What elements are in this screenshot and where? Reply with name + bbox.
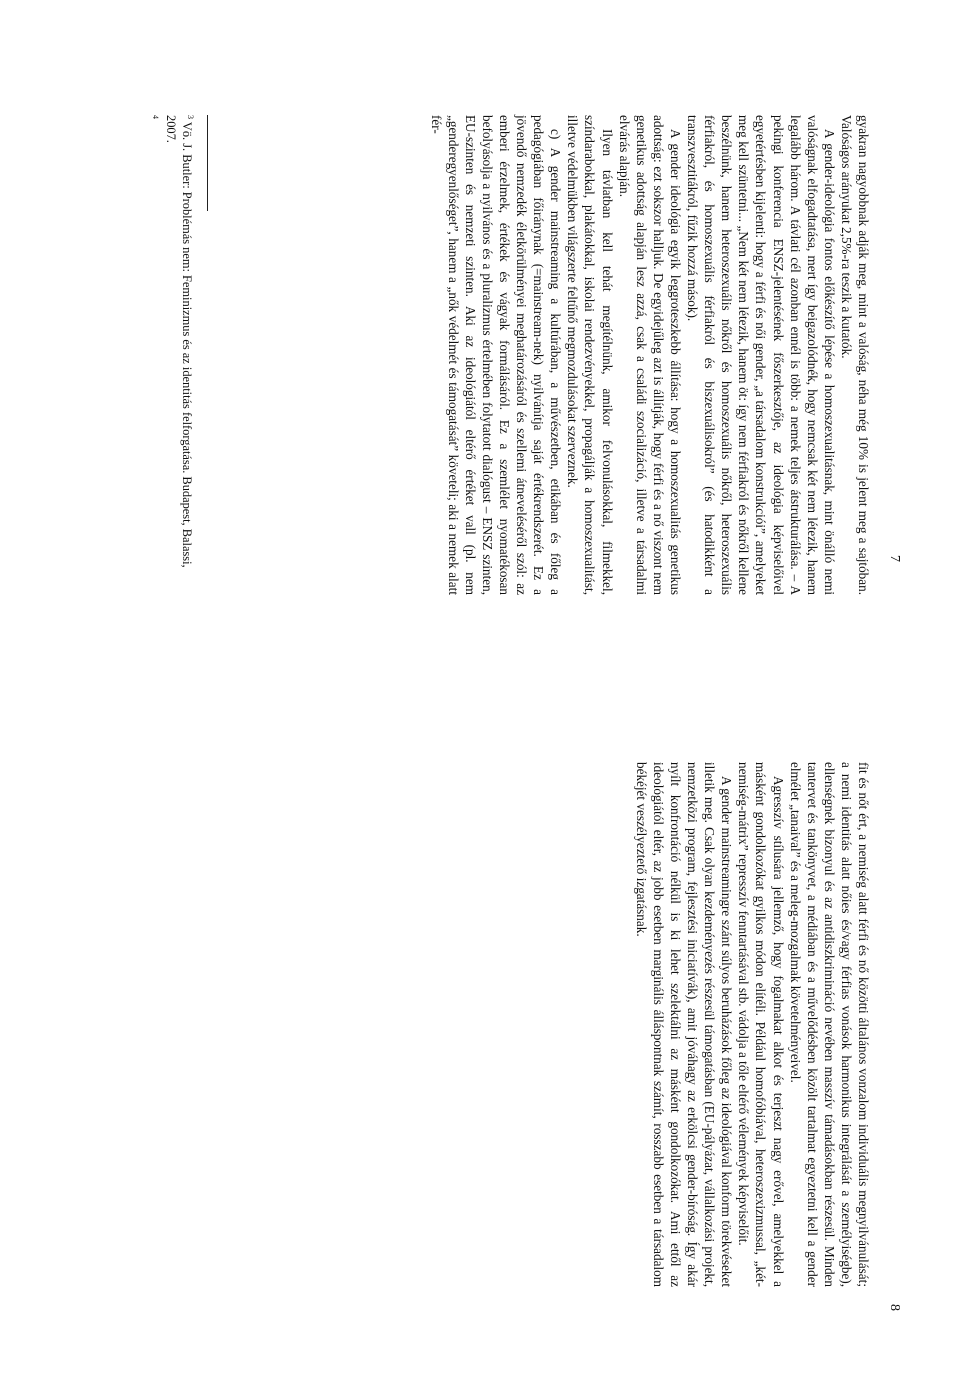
body-text	[633, 762, 872, 1287]
body-text	[428, 115, 872, 595]
footnote-mark: 3	[186, 115, 195, 119]
paragraph: A gender-ideológia fontos előkészítő lépése a homoszexualitásnak, mint önálló nemi valóságnak elfogadtatása, mert így beigazolódnék, hogy nemcsak két nem létezik, hanem legalább három. A távlati cél azonban ennél is több: a nemek teljes átstrukturálása. – A pekingi konferencia ENSZ-jelentésének főszerkesztője, az ideológia képviselőivel egyetértésben kijelenti: hogy a férfi és női gender, „a társadalom konstrukciói”, amelyeket meg kell szüntetni... „Nem két nem létezik, hanem öt: így nem férfiakról és nőkről kellene beszélnünk, hanem heteroszexuális nőkről és homoszexuális nőkről, heteroszexuális férfiakról, és homoszexuális férfiakról és biszexuálisokról” (és hatodikként a transzvesztitákról, fűzik hozzá mások).	[685, 115, 837, 595]
paragraph: c) A gender mainstreaming a kultúrában, a művészetben, etikában és főleg a pedagógiában főiránynak (=mainstream-nek) nyilvánítja saját értékrendszerét. Ez a jövendő nemzedék életkörülményei meghatározásáról és szellemi átneveléséről szól: az emberi érzelmek, értékek és vágyak formálásáról. Ez a szemlélet nyomatékosan befolyásolja a nyilvános és a pluralizmus értelmében folytatott dialógust – ENSZ szinten, EU-szinten és nemzeti szinten. Aki az ideológiától eltérő értéket vall (pl. nem „genderegyenlőséget”, hanem a „nők védelmét és támogatását” követeli; aki a nemek alatt fér-	[428, 115, 564, 595]
paragraph: Agresszív stílusára jellemző, hogy fogalmakat alkot és terjeszt nagy erővel, amelyekkel a másként gondolkozókat gyilkos módon elítéli. Például homofóbiával, heteroszexizmussal, „két-nemiség-mátrix” represszív fenntartásával stb. vádolja a tőle eltérő vélemények képviselőit.	[736, 762, 786, 1287]
footnote	[163, 115, 198, 595]
paragraph: A gender mainstreamingre szánt súlyos beruházások főleg az ideológiával konform törekvéseket illetik meg. Csak olyan kezdeményezés részesül támogatásban (EU-pályázat, vállalkozási projekt, nemzetközi program, fejlesztési iniciatívák), amit jóváhagy az erkölcsi gender-bíróság. Így akár nyílt konfrontáció nélkül is ki lehet szelektálni az másként gondolkozókat. Ami ettől az ideológiától eltér, az jobb esetben marginális álláspontnak számít, rosszabb esetben a társadalom békéjét veszélyeztető izgatásnak.	[633, 762, 735, 1287]
footnote-divider	[207, 115, 208, 211]
footnotes	[144, 115, 198, 595]
page-number: 8	[887, 1304, 902, 1311]
footnote-text: Vö. J. Butler: Problémás nem: Feminizmus és az identitás felforgatása. Budapest, Balassi, 2007.	[163, 115, 194, 568]
paragraph: Ilyen távlatban kell tehát megítélnünk, amikor felvonulásokkal, filmekkel, színdarabokkal, plakátokkal, iskolai rendezvényekkel, propagálják a homoszexualitást, illetve védelmükben világszerte feltűnő megmozdulásokat szerveznek.	[565, 115, 615, 595]
footnote	[144, 115, 163, 595]
page-right	[0, 692, 960, 1384]
footnote-mark: 4	[150, 115, 160, 119]
page-number: 7	[887, 555, 902, 562]
paragraph: gyakran nagyobbnak adják meg, mint a valóság, néha még 10% is jelent meg a sajtóban. Valóságos arányukat 2,5%-ra teszik a kutatók.	[838, 115, 871, 595]
paragraph: A gender ideológia egyik leggroteszkebb állítása: hogy a homoszexualitás genetikus adottság: ezt sokszor halljuk. De egyidejűleg azt is állítják, hogy férfi és a nő viszont nem genetikus adottság alapján lesz azzá, csak a családi szocializáció, illetve a társadalmi elvárás alapján.	[616, 115, 683, 595]
paragraph: fit és nőt ért, a nemiség alatt férfi és nő közötti általános vonzalom individuális megnyilvánulását; a nemi identitás alatt nőies és/vagy férfias vonások harmonikus integrálását a személyiségbe), ellenségnek bizonyul és az antidiszkrimináció nevében masszív támadásokban részesül. Minden tantervet és tankönyvet, a médiában és a művelődésben közölt tartalmat egyeztetni kell a gender elmélet „tanaival” és a meleg-mozgalmak követelményeivel.	[787, 762, 871, 1287]
